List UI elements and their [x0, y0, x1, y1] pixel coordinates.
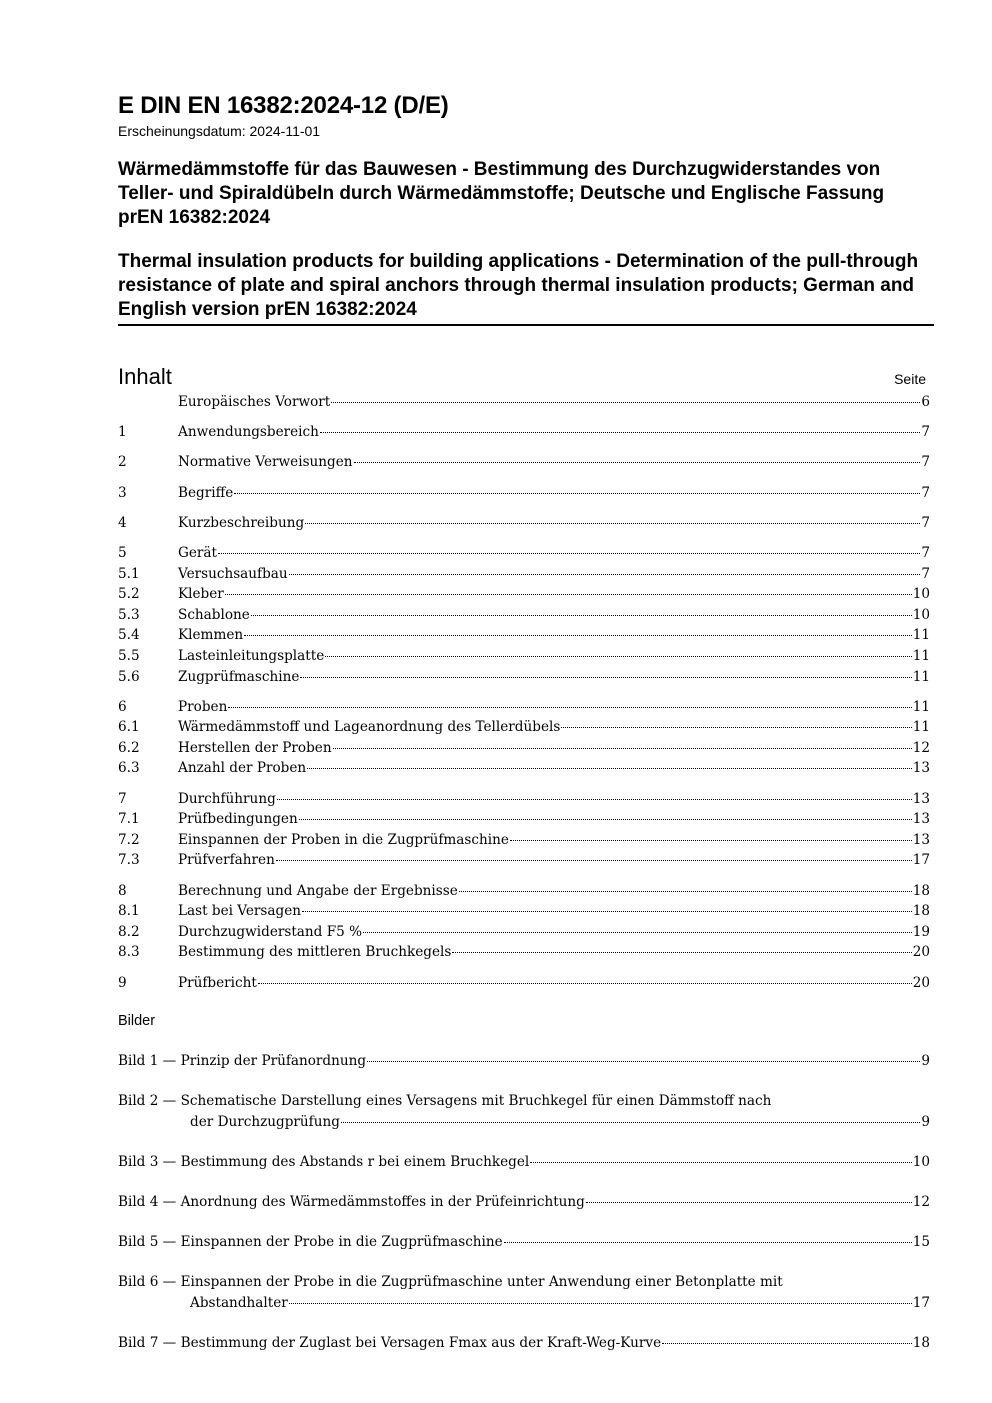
figure-entry-line	[118, 1333, 930, 1354]
toc-entry-page: 7	[921, 565, 930, 582]
toc-entry[interactable]	[118, 901, 934, 922]
toc-entry-page: 18	[912, 903, 930, 920]
spacer	[118, 1314, 930, 1334]
dot-leader	[289, 1303, 912, 1304]
toc-entry-label: Begriffe	[178, 484, 234, 501]
figure-entry[interactable]	[118, 1071, 930, 1132]
toc-entry-page: 11	[912, 647, 930, 664]
dot-leader	[300, 677, 911, 678]
figure-entry[interactable]	[118, 1172, 930, 1212]
toc-entry-number: 7.1	[118, 811, 140, 828]
toc-entry-number: 8.2	[118, 923, 140, 940]
figure-entry[interactable]	[118, 1253, 930, 1314]
toc-entry-number: 5.6	[118, 668, 140, 685]
toc-entry-number: 6.2	[118, 739, 140, 756]
toc-entry[interactable]	[118, 667, 934, 688]
toc-entry[interactable]	[118, 543, 934, 564]
toc-entry-label: Proben	[178, 698, 228, 715]
figure-entry-label: Bild 5 — Einspannen der Probe in die Zugprüfmaschine	[118, 1234, 503, 1251]
figure-entry-page: 9	[921, 1113, 930, 1130]
spacer	[118, 1172, 930, 1192]
toc-entry-page: 13	[912, 760, 930, 777]
figure-entry-label: Bild 3 — Bestimmung des Abstands r bei einem Bruchkegel	[118, 1153, 530, 1170]
document-page	[118, 92, 934, 1354]
list-of-figures	[118, 1031, 934, 1354]
toc-entry-number: 2	[118, 454, 127, 471]
dot-leader	[333, 748, 912, 749]
figure-entry-page: 10	[912, 1153, 930, 1170]
dot-leader	[367, 1061, 920, 1062]
toc-header	[118, 364, 934, 390]
toc-entry-label: Gerät	[178, 544, 217, 561]
toc-entry[interactable]	[118, 809, 934, 830]
toc-entry-page: 7	[921, 484, 930, 501]
spacer	[118, 1031, 930, 1051]
toc-entry[interactable]	[118, 789, 934, 810]
toc-entry-label: Prüfverfahren	[178, 852, 275, 869]
toc-entry-number: 8.1	[118, 903, 140, 920]
figure-entry-page: 17	[912, 1294, 930, 1311]
dot-leader	[341, 1122, 920, 1123]
toc-entry-page: 6	[921, 394, 930, 410]
toc-entry-page: 7	[921, 424, 930, 441]
toc-entry[interactable]	[118, 830, 934, 851]
figure-entry-page: 12	[912, 1193, 930, 1210]
toc-entry-label: Last bei Versagen	[178, 903, 302, 920]
toc-entry-page: 7	[921, 544, 930, 561]
dot-leader	[561, 727, 911, 728]
figure-entry-label: Bild 6 — Einspannen der Probe in die Zugprüfmaschine unter Anwendung einer Betonplatte mit	[118, 1274, 783, 1291]
dot-leader	[325, 656, 911, 657]
dot-leader	[225, 594, 912, 595]
toc-entry-page: 18	[912, 882, 930, 899]
toc-entry-label: Kurzbeschreibung	[178, 514, 305, 531]
toc-entry[interactable]	[118, 605, 934, 626]
toc-entry-label: Einspannen der Proben in die Zugprüfmaschine	[178, 831, 509, 848]
toc-entry-page: 13	[912, 811, 930, 828]
toc-entry-page: 11	[912, 668, 930, 685]
toc-entry-label: Kleber	[178, 586, 224, 603]
toc-entry[interactable]	[118, 942, 934, 963]
dot-leader	[331, 402, 920, 403]
dot-leader	[305, 523, 920, 524]
dot-leader	[299, 819, 912, 820]
spacer	[118, 1071, 930, 1091]
toc-entry[interactable]	[118, 881, 934, 902]
toc-entry-page: 7	[921, 454, 930, 471]
figure-entry-line	[118, 1152, 930, 1173]
dot-leader	[289, 574, 921, 575]
document-id: E DIN EN 16382:2024-12 (D/E)	[118, 92, 449, 119]
dot-leader	[586, 1202, 912, 1203]
toc-entry-label: Prüfbedingungen	[178, 811, 298, 828]
figure-entry-page: 18	[912, 1335, 930, 1352]
toc-entry-number: 9	[118, 974, 127, 991]
figure-entry-label-cont: der Durchzugprüfung	[190, 1113, 340, 1130]
toc-entry-number: 3	[118, 484, 127, 501]
figure-entry-line	[118, 1192, 930, 1213]
toc-entry-number: 6.3	[118, 760, 140, 777]
figure-entry[interactable]	[118, 1314, 930, 1354]
toc-entry-number: 7.2	[118, 831, 140, 848]
toc-page-label: Seite	[894, 371, 926, 387]
toc-entry-number: 4	[118, 514, 127, 531]
toc-entry[interactable]	[118, 973, 934, 994]
toc-entry-label: Prüfbericht	[178, 974, 257, 991]
figure-entry-line	[118, 1112, 930, 1133]
toc-entry-label: Berechnung und Angabe der Ergebnisse	[178, 882, 458, 899]
title-english: Thermal insulation products for building applications - Determination of the pull-through resistance of plate and spiral anchors through thermal insulation products; German and English version prEN 16382:2024	[118, 250, 934, 326]
figure-entry-label: Bild 1 — Prinzip der Prüfanordnung	[118, 1052, 367, 1069]
figure-entry[interactable]	[118, 1213, 930, 1253]
toc-entry[interactable]	[118, 646, 934, 667]
dot-leader	[228, 707, 911, 708]
toc-entry-number: 8	[118, 882, 127, 899]
figure-entry-line	[118, 1293, 930, 1314]
figure-entry-line	[118, 1232, 930, 1253]
toc-entry-number: 5.3	[118, 606, 140, 623]
toc-entry-page: 11	[912, 698, 930, 715]
toc-entry-page: 12	[912, 739, 930, 756]
toc-entry-page: 10	[912, 606, 930, 623]
toc-heading: Inhalt	[118, 364, 172, 389]
dot-leader	[354, 462, 921, 463]
dot-leader	[307, 768, 912, 769]
toc-entry-number: 8.3	[118, 944, 140, 961]
toc-entry[interactable]	[118, 564, 934, 585]
toc-entry-number: 1	[118, 424, 127, 441]
toc-entry[interactable]	[118, 758, 934, 779]
toc-entry-page: 17	[912, 852, 930, 869]
figure-entry-label: Bild 2 — Schematische Darstellung eines Versagens mit Bruchkegel für einen Dämmstoff nach	[118, 1092, 772, 1109]
toc-entry-page: 11	[912, 719, 930, 736]
toc-entry-number: 5.2	[118, 586, 140, 603]
dot-leader	[218, 553, 920, 554]
publication-date: Erscheinungsdatum: 2024-11-01	[118, 123, 321, 139]
toc-entry-page: 20	[912, 944, 930, 961]
toc-entry-page: 10	[912, 586, 930, 603]
toc-entry[interactable]	[118, 483, 934, 504]
spacer	[118, 1253, 930, 1273]
dot-leader	[452, 952, 911, 953]
toc-entry[interactable]	[118, 452, 934, 473]
dot-leader	[251, 615, 912, 616]
figure-entry-page: 9	[921, 1052, 930, 1069]
toc-entry[interactable]	[118, 717, 934, 738]
figure-entry[interactable]	[118, 1132, 930, 1172]
toc-entry-number: 5	[118, 544, 127, 561]
figure-entry-label: Bild 4 — Anordnung des Wärmedämmstoffes in der Prüfeinrichtung	[118, 1193, 585, 1210]
dot-leader	[530, 1162, 911, 1163]
dot-leader	[459, 891, 912, 892]
toc-entry-number: 7.3	[118, 852, 140, 869]
figure-entry-line	[118, 1051, 930, 1072]
toc-entry-label: Europäisches Vorwort	[178, 394, 331, 410]
toc-entry-label: Anwendungsbereich	[178, 424, 319, 441]
dot-leader	[234, 493, 920, 494]
figure-entry-label-cont: Abstandhalter	[190, 1294, 288, 1311]
toc-entry-label: Anzahl der Proben	[178, 760, 307, 777]
dot-leader	[258, 983, 912, 984]
toc-entry[interactable]	[118, 697, 934, 718]
dot-leader	[302, 911, 912, 912]
dot-leader	[320, 432, 920, 433]
toc-entry-number: 5.1	[118, 565, 140, 582]
toc-entry-label: Versuchsaufbau	[178, 565, 288, 582]
toc-entry-label: Lasteinleitungsplatte	[178, 647, 325, 664]
toc-entry-label: Klemmen	[178, 627, 244, 644]
spacer	[118, 1213, 930, 1233]
toc-entry[interactable]	[118, 392, 934, 413]
title-german: Wärmedämmstoffe für das Bauwesen - Bestimmung des Durchzugwiderstandes von Teller- und Spiraldübeln durch Wärmedämmstoffe; Deutsche und Englische Fassung prEN 16382:2024	[118, 159, 885, 228]
table-of-contents	[118, 392, 934, 993]
toc-entry-label: Herstellen der Proben	[178, 739, 332, 756]
toc-entry-page: 11	[912, 627, 930, 644]
toc-entry[interactable]	[118, 922, 934, 943]
toc-entry-page: 20	[912, 974, 930, 991]
toc-entry-number: 5.4	[118, 627, 140, 644]
figure-entry-line	[118, 1272, 930, 1293]
toc-entry-label: Bestimmung des mittleren Bruchkegels	[178, 944, 452, 961]
toc-entry-label: Durchführung	[178, 790, 276, 807]
toc-entry-number: 6.1	[118, 719, 140, 736]
toc-entry-label: Zugprüfmaschine	[178, 668, 300, 685]
figure-entry-page: 15	[912, 1234, 930, 1251]
toc-entry-page: 13	[912, 831, 930, 848]
dot-leader	[504, 1242, 912, 1243]
toc-entry-label: Wärmedämmstoff und Lageanordnung des Tellerdübels	[178, 719, 561, 736]
figure-entry-line	[118, 1091, 930, 1112]
toc-entry-label: Durchzugwiderstand F5 %	[178, 923, 363, 940]
dot-leader	[662, 1343, 912, 1344]
figures-heading: Bilder	[118, 1013, 156, 1030]
figure-entry[interactable]	[118, 1031, 930, 1071]
toc-entry[interactable]	[118, 422, 934, 443]
toc-entry-number: 7	[118, 790, 127, 807]
dot-leader	[363, 932, 912, 933]
dot-leader	[276, 860, 912, 861]
figure-entry-label: Bild 7 — Bestimmung der Zuglast bei Versagen Fmax aus der Kraft-Weg-Kurve	[118, 1335, 662, 1352]
dot-leader	[510, 840, 912, 841]
toc-entry-number: 5.5	[118, 647, 140, 664]
toc-entry[interactable]	[118, 738, 934, 759]
toc-entry[interactable]	[118, 584, 934, 605]
toc-entry-page: 7	[921, 514, 930, 531]
toc-entry-page: 13	[912, 790, 930, 807]
toc-entry-label: Schablone	[178, 606, 250, 623]
toc-entry-label: Normative Verweisungen	[178, 454, 353, 471]
dot-leader	[244, 635, 912, 636]
toc-entry[interactable]	[118, 513, 934, 534]
toc-entry-number: 6	[118, 698, 127, 715]
toc-entry[interactable]	[118, 625, 934, 646]
spacer	[118, 1132, 930, 1152]
toc-entry-page: 19	[912, 923, 930, 940]
dot-leader	[277, 799, 912, 800]
toc-entry[interactable]	[118, 850, 934, 871]
